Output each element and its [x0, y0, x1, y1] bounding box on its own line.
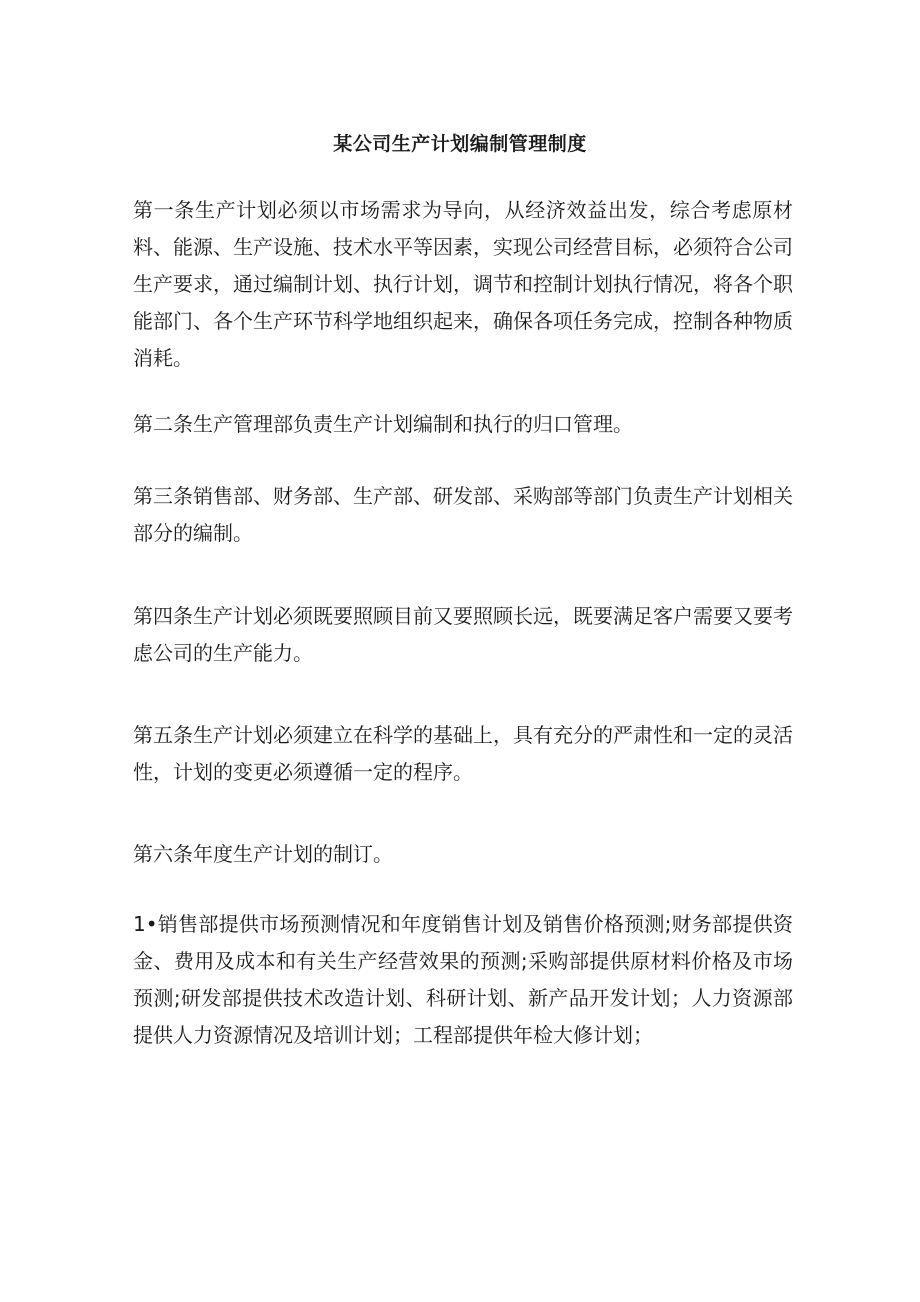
article-1: [133, 192, 793, 377]
article-2: [133, 406, 793, 443]
document-title: 某公司生产计划编制管理制度: [333, 133, 587, 155]
article-4: [133, 598, 793, 672]
paragraph: 第四条生产计划必须既要照顾目前又要照顾长远，既要满足客户需要又要考虑公司的生产能力。: [133, 604, 793, 665]
article-3: [133, 478, 793, 552]
article-6-item-1: [133, 906, 793, 1054]
paragraph: 1•销售部提供市场预测情况和年度销售计划及销售价格预测;财务部提供资金、费用及成本和有关生产经营效果的预测;采购部提供原材料价格及市场预测;研发部提供技术改造计划、科研计划、新产品开发计划；人力资源部提供人力资源情况及培训计划；工程部提供年检大修计划；: [133, 912, 793, 1047]
paragraph: 第六条年度生产计划的制订。: [133, 842, 393, 866]
article-6: [133, 836, 793, 873]
paragraph: 第二条生产管理部负责生产计划编制和执行的归口管理。: [133, 412, 633, 436]
paragraph: 第三条销售部、财务部、生产部、研发部、采购部等部门负责生产计划相关部分的编制。: [133, 484, 793, 545]
paragraph: 第五条生产计划必须建立在科学的基础上，具有充分的严肃性和一定的灵活性，计划的变更必须遵循一定的程序。: [133, 723, 793, 784]
paragraph: 第一条生产计划必须以市场需求为导向，从经济效益出发，综合考虑原材料、能源、生产设施、技术水平等因素，实现公司经营目标，必须符合公司生产要求，通过编制计划、执行计划，调节和控制计划执行情况，将各个职能部门、各个生产环节科学地组织起来，确保各项任务完成，控制各种物质消耗。: [133, 198, 793, 370]
article-5: [133, 717, 793, 791]
